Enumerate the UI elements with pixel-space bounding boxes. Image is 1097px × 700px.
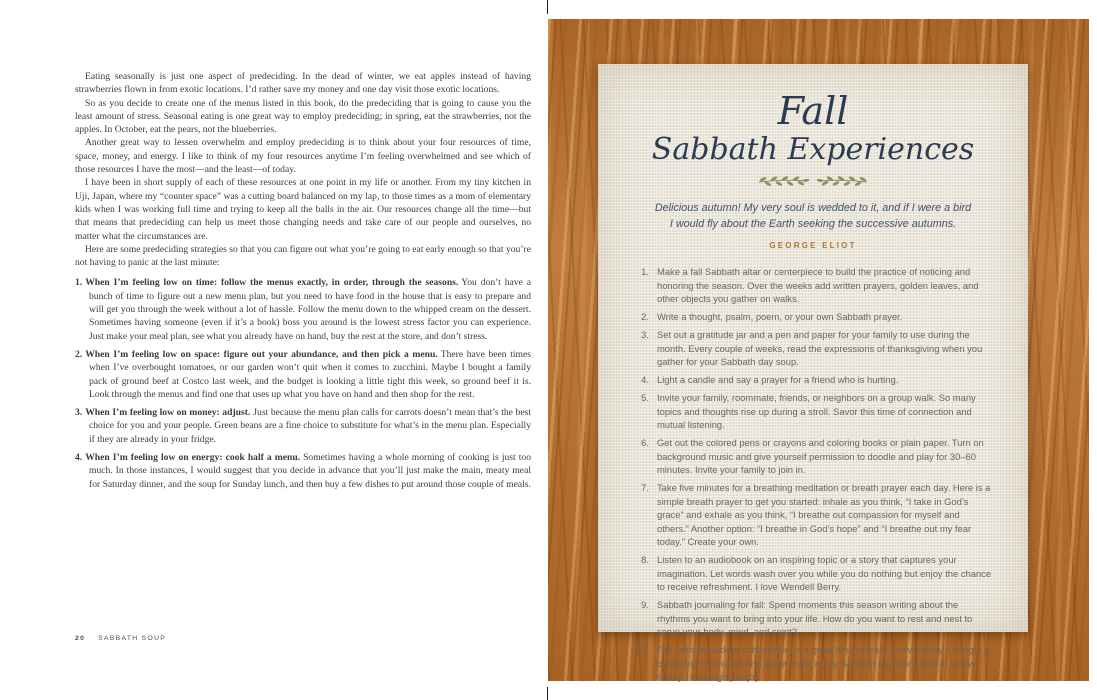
list-item: [632, 373, 992, 387]
list-item-text: Write a thought, psalm, poem, or your own Sabbath prayer.: [657, 311, 903, 322]
list-item: [632, 481, 992, 549]
laurel-divider-icon: [755, 173, 871, 189]
strategy-heading: When I’m feeling low on money: adjust.: [85, 407, 251, 419]
list-item-number: 5.: [641, 392, 649, 403]
list-item-number: 4.: [641, 374, 649, 385]
quote-line: I would fly about the Earth seeking the successive autumns.: [669, 218, 957, 230]
list-item-text: Light a candle and say a prayer for a friend who is hurting.: [657, 374, 899, 385]
body-paragraph: Eating seasonally is just one aspect of predeciding. In the dead of winter, we eat apples instead of having strawberries flown in from exotic locations. I’d rather save my money and one day visit those exotic locations.: [75, 71, 531, 96]
strategy-list: [75, 276, 531, 490]
list-item-number: 2.: [641, 311, 649, 322]
strategy-item: [75, 276, 531, 342]
list-item-text: Invite your family, roommate, friends, or neighbors on a group walk. So many topics and thoughts rise up during a stroll. Savor this time of connection and mutual listening.: [657, 392, 976, 430]
list-item-number: 9.: [641, 599, 649, 610]
list-item-text: Sabbath journaling for fall: Spend moments this season writing about the rhythms you want to bring into your life. How do you want to rest and nest to serve your body, mind, and spirit?: [657, 599, 973, 637]
strategy-text: Sometimes having a whole morning of cooking is just too much. In those instances, I would suggest that you decide in advance that you’ll just make the main, meaty meal for Saturday dinner, and the soup for Sunday lunch, and then buy a few dishes to put around those couple of meals.: [89, 452, 531, 490]
list-item: [632, 265, 992, 306]
strategy-item: [75, 451, 531, 491]
list-item: [632, 643, 992, 684]
strategy-item: [75, 406, 531, 446]
list-item-text: Make a fall Sabbath altar or centerpiece to build the practice of noticing and honoring the season. Over the weeks add written prayers, golden leaves, and other objects you gather on walks.: [657, 266, 979, 304]
list-item-text: Get out the colored pens or crayons and coloring books or plain paper. Turn on background music and give yourself permission to doodle and play for 30–60 minutes. Invite your family to join in.: [657, 437, 984, 475]
page-footer: [75, 635, 166, 642]
list-item-number: 6.: [641, 437, 649, 448]
body-paragraph: Here are some predeciding strategies so that you can figure out what you’re going to eat early enough so that you’re not having to panic at the last minute:: [75, 243, 531, 269]
quote-line: Delicious autumn! My very soul is wedded to it, and if I were a bird: [654, 202, 972, 214]
strategy-heading: When I’m feeling low on space: figure out your abundance, and then pick a menu.: [85, 348, 438, 360]
strategy-heading: When I’m feeling low on energy: cook half a menu.: [85, 452, 301, 464]
strategy-text: You don’t have a bunch of time to figure out a new menu plan, but you need to have food in the house that is easy to prepare and will get you through the week without a lot of hassle. Follow the menu down to the whipped cream on the dessert. Sometimes having someone (even if it’s a book) boss you around is the lowest stress factor you can experience. Just make your meal plan, see what you already have on hand, buy the rest at the store, and don’t stress.: [89, 277, 532, 342]
list-item: [632, 553, 992, 594]
right-book-page-wood-background: [548, 19, 1089, 681]
linen-card: [598, 64, 1028, 682]
card-title-fall: Fall: [777, 89, 849, 133]
list-item: [632, 310, 992, 324]
list-item-number: 7.: [641, 482, 649, 493]
list-item: [632, 598, 992, 639]
quote-attribution: GEORGE ELIOT: [769, 241, 857, 250]
list-item-number: 8.: [641, 554, 649, 565]
list-item: [632, 328, 992, 369]
strategy-number: 1.: [75, 277, 83, 289]
list-item: [632, 436, 992, 477]
gutter-crop-mark-top: [547, 0, 548, 14]
body-paragraph: Another great way to lessen overwhelm and employ predeciding is to think about your four resources of time, space, money, and energy. I like to think of my four resources anytime I’m feeling overwhelmed and see which of those resources I have the most—and the least—of today.: [75, 137, 531, 176]
laurel-divider: [598, 173, 1028, 189]
fall-experiences-list: [632, 265, 992, 684]
list-item-number: 1.: [641, 266, 649, 277]
strategy-number: 2.: [75, 348, 83, 360]
list-item-text: Set out a gratitude jar and a pen and paper for your family to use during the month. Every couple of weeks, read the expressions of thanksgiving when you gather for your Sabbath day soup.: [657, 329, 983, 367]
body-paragraph: So as you decide to create one of the menus listed in this book, do the predeciding that is going to cause you the least amount of stress. Seasonal eating is one great way to employ predeciding; in spring, eat the strawberries, not the apples. In October, eat the pears, not the blueberries.: [75, 97, 531, 136]
strategy-text: There have been times when I’ve overbought tomatoes, or our garden won’t quit when it comes to zucchini. Maybe I bought a family pack of ground beef at Costco last week, and the budget is looking a little tight this week, so ground beef it is. Look through the menus and find one that uses up what you have on hand and then shop for the rest.: [89, 348, 531, 400]
strategy-number: 3.: [75, 407, 83, 419]
running-book-title: SABBATH SOUP: [98, 635, 167, 642]
strategy-text: Just because the menu plan calls for carrots doesn’t mean that’s the best choice for you and your people. Green beans are a fine choice to substitute for what’s in the menu plan. Especially if they are already in your fridge.: [89, 407, 531, 445]
card-title-sabbath-experiences: Sabbath Experiences: [651, 132, 975, 167]
page-number: 20: [75, 635, 86, 642]
list-item: [632, 391, 992, 432]
gutter-crop-mark-bottom: [547, 687, 548, 700]
list-item-text: Listen to an audiobook on an inspiring topic or a story that captures your imagination. Let words wash over you while you do nothing but enjoy the chance to receive refreshment. I love Wendell Berry.: [657, 554, 992, 592]
body-paragraph: I have been in short supply of each of these resources at one point in my life or another. From my tiny kitchen in Uji, Japan, where my “counter space” was a cutting board balanced on my lap, to those times as a mom of elementary kids when I was working full time and trying to keep all the balls in the air. Our resources change all the time—but that means that predeciding can help us meet those changing needs and take care of our people and ourselves, no matter what the circumstances are.: [75, 177, 531, 242]
body-text-block: [75, 70, 531, 496]
list-item-number: 10.: [635, 644, 649, 655]
strategy-number: 4.: [75, 452, 83, 464]
left-book-page: [0, 0, 547, 700]
strategy-heading: When I’m feeling low on time: follow the menus exactly, in order, through the seasons.: [85, 277, 459, 289]
epigraph-quote: [598, 200, 1028, 232]
list-item-text: Fall, with its back-to-school vibe, is a great time to learn a new hobby. I bought a beginning crochet kit and spent some of my Sabbath day being bad at a new hobby I thoroughly enjoy.: [657, 644, 990, 682]
list-item-number: 3.: [641, 329, 649, 340]
strategy-item: [75, 348, 531, 401]
list-item-text: Take five minutes for a breathing meditation or breath prayer each day. Here is a simple breath prayer to get you started: inhale as you think, “I take in God’s grace” and exhale as you think, “I breathe out compassion for myself and others.” Another option: “I breathe in God’s hope” and “I breathe out my fear today.” Create your own.: [657, 482, 991, 547]
